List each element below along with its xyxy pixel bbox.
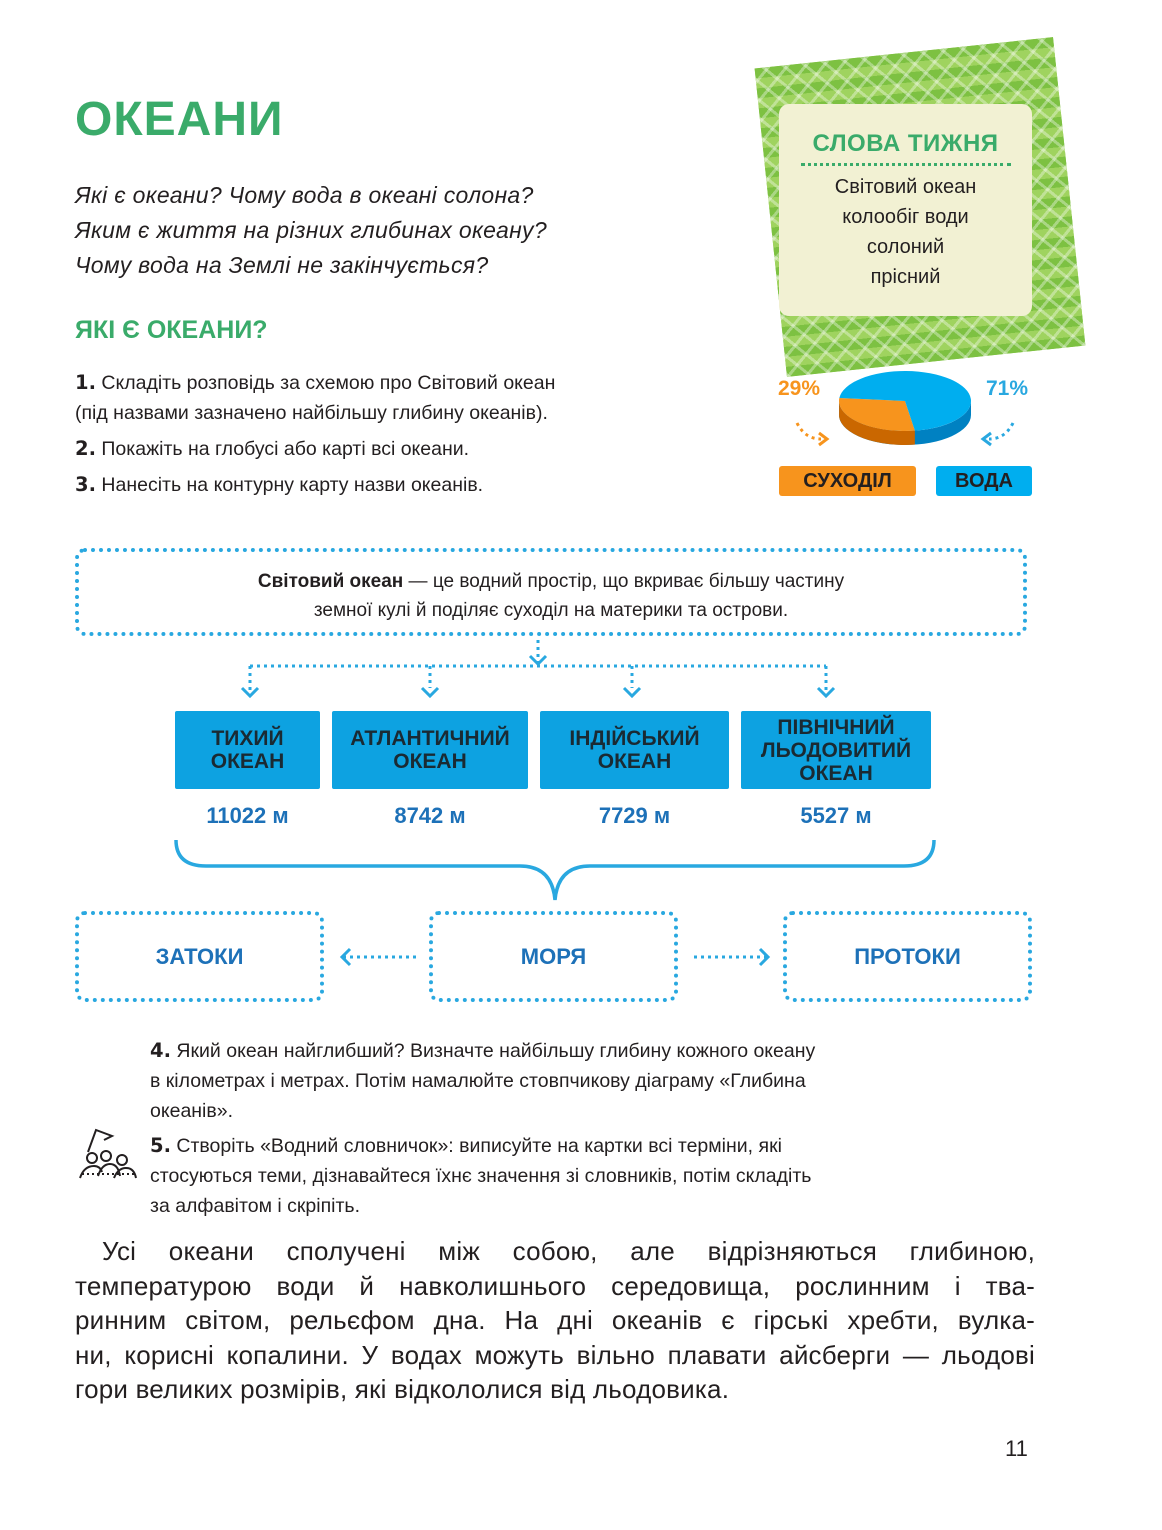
task-text: океанів». xyxy=(150,1100,234,1122)
land-percent-label: 29% xyxy=(778,377,821,400)
ocean-depth: 7729 м xyxy=(598,803,671,828)
body-line: ни, корисні копалини. У водах можуть вільно плавати айсберги — льодові xyxy=(75,1339,1035,1370)
task-2 xyxy=(75,434,555,464)
ocean-depth: 11022 м xyxy=(206,803,289,828)
page-title: ОКЕАНИ xyxy=(75,93,284,146)
side-arrows xyxy=(330,944,780,970)
word-item: прісний xyxy=(870,266,941,288)
water-arrow xyxy=(989,423,1013,439)
task-text: (під назвами зазначено найбільшу глибину океанів). xyxy=(75,402,548,424)
task-text: Покажіть на глобусі або карті всі океани. xyxy=(101,438,470,460)
page-number: 11 xyxy=(1005,1436,1028,1461)
ocean-box-arctic xyxy=(741,711,931,789)
connector-arrows xyxy=(0,636,1162,706)
task-number: 2. xyxy=(75,437,96,460)
ocean-name-line: ЛЬОДОВИТИЙ xyxy=(760,738,912,762)
straits-box: ПРОТОКИ xyxy=(783,911,1032,1002)
task-text: Який океан найглибший? Визначте найбільшу глибину кожного океану xyxy=(176,1040,816,1062)
ocean-name-line: ОКЕАН xyxy=(210,750,285,773)
ocean-name-line: АТЛАНТИЧНИЙ xyxy=(350,727,510,750)
task-list xyxy=(75,368,555,506)
question-line: Яким є життя на різних глибинах океану? xyxy=(75,217,547,243)
water-legend-label: ВОДА xyxy=(936,466,1032,496)
section-heading: ЯКІ Є ОКЕАНИ? xyxy=(75,316,268,344)
ocean-name-line: ІНДІЙСЬКИЙ xyxy=(569,727,700,750)
land-arrow xyxy=(797,423,821,439)
ocean-name-line: ОКЕАН xyxy=(393,750,467,773)
intro-questions xyxy=(75,178,547,283)
word-item: колообіг води xyxy=(842,206,969,228)
body-line: ринним світом, рельєфом дна. На дні океанів є гірські хребти, вулка- xyxy=(75,1305,1035,1335)
task-text: Складіть розповідь за схемою про Світовий океан xyxy=(101,372,556,394)
water-percent-label: 71% xyxy=(986,377,1029,400)
ocean-box-pacific xyxy=(175,711,320,789)
body-line: температурою води й навколишнього середовища, рослинним і тва- xyxy=(75,1270,1035,1301)
ocean-depth: 5527 м xyxy=(800,803,872,828)
land-legend-label: СУХОДІЛ xyxy=(779,466,916,496)
words-of-week-card xyxy=(779,104,1032,316)
word-item: Світовий океан xyxy=(834,176,977,198)
body-line: гори великих розмірів, які відкололися від льодовика. xyxy=(75,1374,730,1404)
task-text: Створіть «Водний словничок»: виписуйте на картки всі терміни, які xyxy=(176,1135,782,1157)
word-item: солоний xyxy=(866,236,945,258)
task-1 xyxy=(75,368,555,428)
ocean-name-line: ПІВНІЧНИЙ xyxy=(777,715,895,739)
seas-box: МОРЯ xyxy=(429,911,678,1002)
ocean-depth: 8742 м xyxy=(394,803,466,828)
question-line: Які є океани? Чому вода в океані солона? xyxy=(75,182,534,208)
body-line: Усі океани сполучені між собою, але відрізняються глибиною, xyxy=(102,1236,1035,1266)
task-number: 3. xyxy=(75,473,96,496)
task-number: 5. xyxy=(150,1134,171,1157)
task-text: стосуються теми, дізнавайтеся їхнє значення зі словників, потім складіть xyxy=(150,1165,812,1187)
task-number: 1. xyxy=(75,371,96,394)
gulfs-box: ЗАТОКИ xyxy=(75,911,324,1002)
ocean-box-indian xyxy=(540,711,729,789)
task-3 xyxy=(75,470,555,500)
task-number: 4. xyxy=(150,1039,171,1062)
task-4 xyxy=(150,1036,1035,1126)
ocean-name-line: ТИХИЙ xyxy=(211,727,284,750)
ocean-name-line: ОКЕАН xyxy=(597,750,672,773)
ocean-name-line: ОКЕАН xyxy=(799,761,873,785)
definition-term: Світовий океан xyxy=(257,571,404,592)
task-text: за алфавітом і скріпіть. xyxy=(150,1195,360,1217)
definition-text: — це водний простір, що вкриває більшу частину xyxy=(403,571,845,592)
question-line: Чому вода на Землі не закінчується? xyxy=(75,252,489,278)
task-5 xyxy=(150,1131,1035,1221)
group-work-icon xyxy=(74,1126,138,1182)
ocean-box-atlantic xyxy=(332,711,528,789)
grouping-brace xyxy=(170,838,940,908)
body-paragraph xyxy=(75,1234,1035,1407)
task-text: Нанесіть на контурну карту назви океанів. xyxy=(101,474,484,496)
world-ocean-definition xyxy=(75,548,1027,636)
words-of-week-title: СЛОВА ТИЖНЯ xyxy=(812,130,999,157)
task-text: в кілометрах і метрах. Потім намалюйте стовпчикову діаграму «Глибина xyxy=(150,1070,806,1092)
dotted-divider xyxy=(801,163,1011,166)
definition-text: земної кулі й поділяє суходіл на материки та острови. xyxy=(313,600,789,621)
